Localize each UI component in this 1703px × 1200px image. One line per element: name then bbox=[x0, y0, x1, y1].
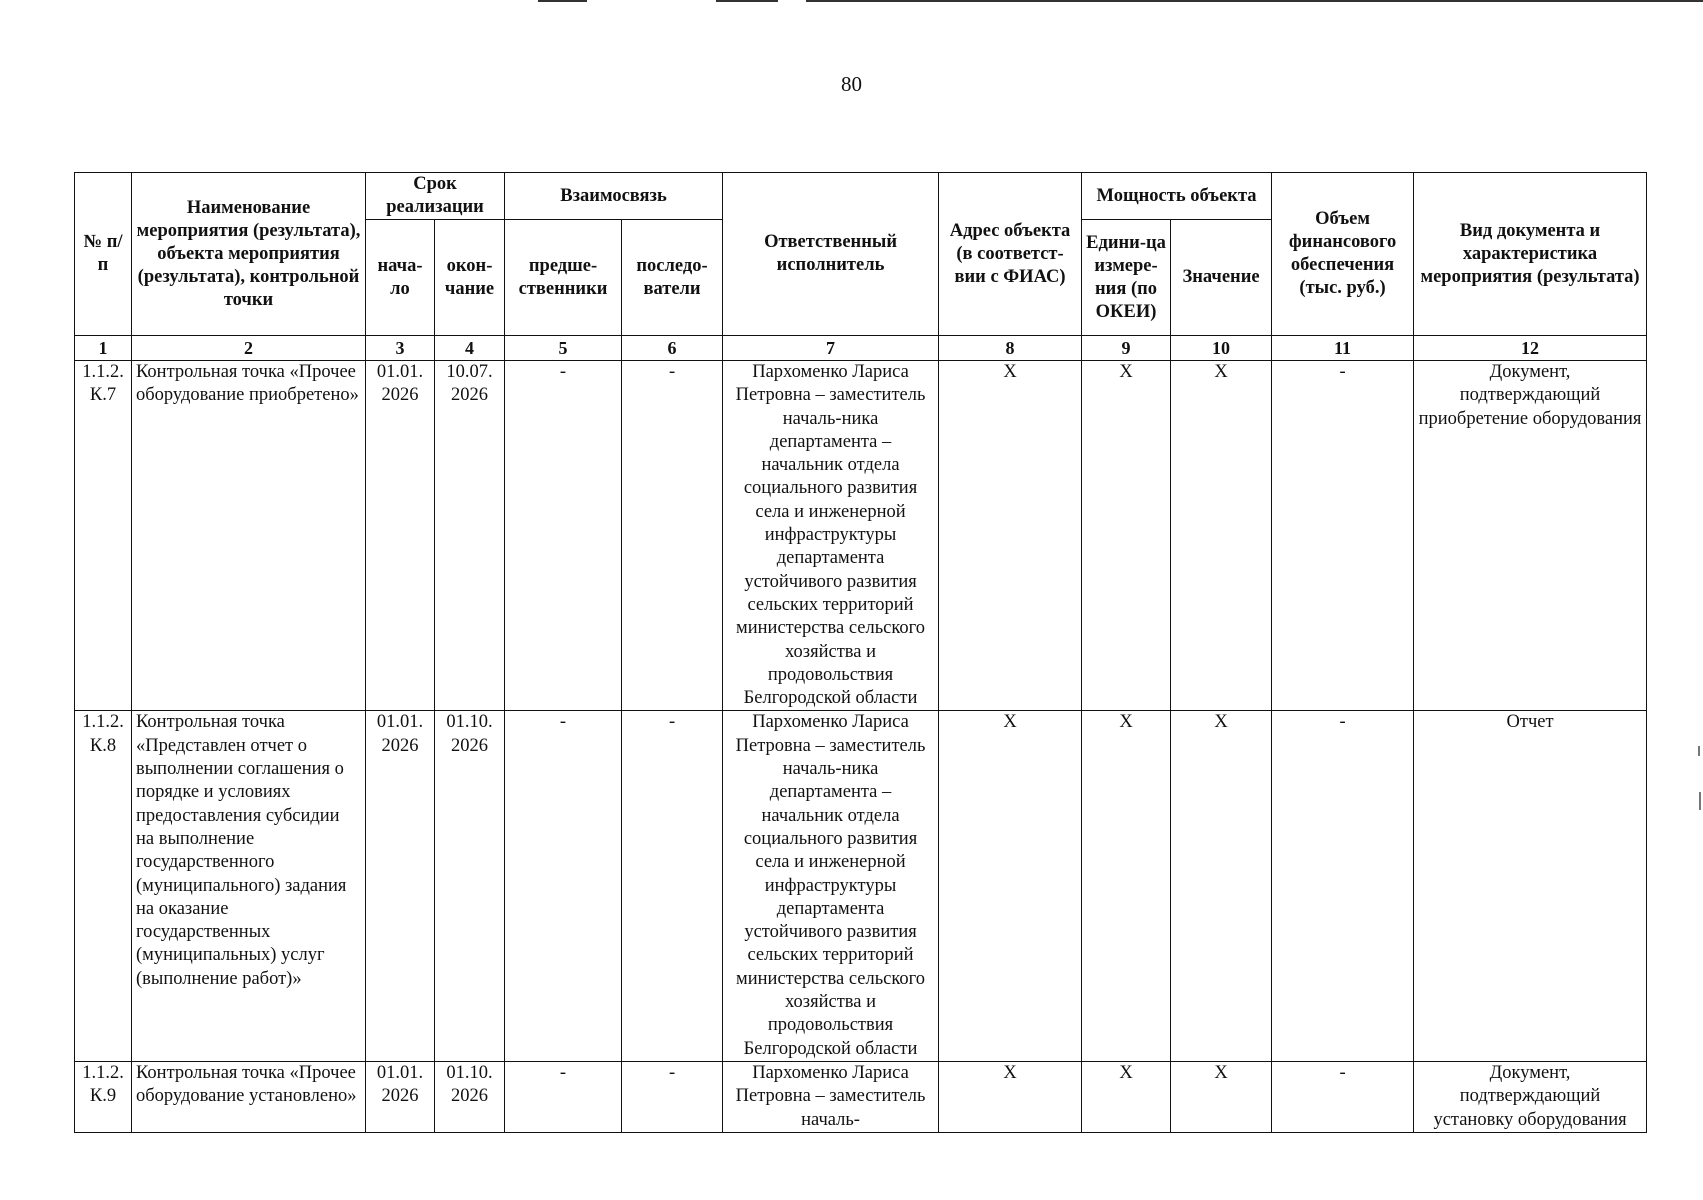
table-row bbox=[75, 1061, 1647, 1132]
row-num: 1.1.2. К.9 bbox=[75, 1061, 132, 1132]
header-address: Адрес объекта (в соответст-вии с ФИАС) bbox=[939, 173, 1082, 336]
row-document: Отчет bbox=[1414, 711, 1647, 1061]
column-number: 4 bbox=[435, 336, 505, 361]
column-number: 7 bbox=[723, 336, 939, 361]
header-term: Срок реализации bbox=[366, 173, 505, 220]
row-name: Контрольная точка «Представлен отчет о выполнении соглашения о порядке и условиях предоставления субсидии на выполнение государственного (муниципального) задания на оказание государственных (муниципальных) услуг (выполнение работ)» bbox=[132, 711, 366, 1061]
top-scan-line bbox=[716, 0, 778, 2]
row-document: Документ, подтверждающий установку оборудования bbox=[1414, 1061, 1647, 1132]
row-responsible: Пархоменко Лариса Петровна – заместитель началь-ника департамента – начальник отдела социального развития села и инженерной инфраструктуры департамента устойчивого развития сельских территорий министерства сельского хозяйства и продовольствия Белгородской области bbox=[723, 361, 939, 711]
table-row bbox=[75, 711, 1647, 1061]
activities-table bbox=[74, 172, 1647, 1133]
header-start: нача-ло bbox=[366, 220, 435, 336]
table-row bbox=[75, 361, 1647, 711]
column-number-row bbox=[75, 336, 1647, 361]
row-num: 1.1.2. К.8 bbox=[75, 711, 132, 1061]
column-number: 1 bbox=[75, 336, 132, 361]
header-end: окон-чание bbox=[435, 220, 505, 336]
row-start: 01.01. 2026 bbox=[366, 361, 435, 711]
top-scan-line bbox=[538, 0, 587, 2]
row-num: 1.1.2. К.7 bbox=[75, 361, 132, 711]
row-document: Документ, подтверждающий приобретение оборудования bbox=[1414, 361, 1647, 711]
header-document: Вид документа и характеристика мероприятия (результата) bbox=[1414, 173, 1647, 336]
row-name: Контрольная точка «Прочее оборудование установлено» bbox=[132, 1061, 366, 1132]
header-responsible: Ответственный исполнитель bbox=[723, 173, 939, 336]
row-unit: Х bbox=[1082, 361, 1171, 711]
header-finance: Объем финансового обеспечения (тыс. руб.) bbox=[1272, 173, 1414, 336]
row-value: Х bbox=[1171, 711, 1272, 1061]
header-num: № п/п bbox=[75, 173, 132, 336]
scan-mark bbox=[1699, 792, 1701, 810]
header-successors: последо-ватели bbox=[622, 220, 723, 336]
column-number: 2 bbox=[132, 336, 366, 361]
row-predecessors: - bbox=[505, 361, 622, 711]
row-value: Х bbox=[1171, 1061, 1272, 1132]
row-start: 01.01. 2026 bbox=[366, 1061, 435, 1132]
header-unit: Едини-ца измере-ния (по ОКЕИ) bbox=[1082, 220, 1171, 336]
header-capacity: Мощность объекта bbox=[1082, 173, 1272, 220]
row-finance: - bbox=[1272, 711, 1414, 1061]
row-value: Х bbox=[1171, 361, 1272, 711]
row-finance: - bbox=[1272, 361, 1414, 711]
row-address: Х bbox=[939, 361, 1082, 711]
column-number: 6 bbox=[622, 336, 723, 361]
column-number: 10 bbox=[1171, 336, 1272, 361]
header-row bbox=[75, 173, 1647, 220]
row-successors: - bbox=[622, 361, 723, 711]
row-end: 01.10. 2026 bbox=[435, 1061, 505, 1132]
row-end: 01.10. 2026 bbox=[435, 711, 505, 1061]
row-predecessors: - bbox=[505, 711, 622, 1061]
header-value: Значение bbox=[1171, 220, 1272, 336]
row-name: Контрольная точка «Прочее оборудование приобретено» bbox=[132, 361, 366, 711]
row-responsible: Пархоменко Лариса Петровна – заместитель началь-ника департамента – начальник отдела социального развития села и инженерной инфраструктуры департамента устойчивого развития сельских территорий министерства сельского хозяйства и продовольствия Белгородской области bbox=[723, 711, 939, 1061]
row-start: 01.01. 2026 bbox=[366, 711, 435, 1061]
column-number: 8 bbox=[939, 336, 1082, 361]
column-number: 3 bbox=[366, 336, 435, 361]
column-number: 5 bbox=[505, 336, 622, 361]
row-address: Х bbox=[939, 711, 1082, 1061]
row-predecessors: - bbox=[505, 1061, 622, 1132]
column-number: 12 bbox=[1414, 336, 1647, 361]
top-scan-line bbox=[806, 0, 1703, 2]
row-address: Х bbox=[939, 1061, 1082, 1132]
column-number: 9 bbox=[1082, 336, 1171, 361]
row-successors: - bbox=[622, 1061, 723, 1132]
row-unit: Х bbox=[1082, 1061, 1171, 1132]
column-number: 11 bbox=[1272, 336, 1414, 361]
row-end: 10.07. 2026 bbox=[435, 361, 505, 711]
row-unit: Х bbox=[1082, 711, 1171, 1061]
scan-mark bbox=[1698, 746, 1700, 756]
header-name: Наименование мероприятия (результата), объекта мероприятия (результата), контрольной точки bbox=[132, 173, 366, 336]
page-number: 80 bbox=[841, 72, 862, 96]
row-finance: - bbox=[1272, 1061, 1414, 1132]
header-relation: Взаимосвязь bbox=[505, 173, 723, 220]
row-responsible: Пархоменко Лариса Петровна – заместитель началь- bbox=[723, 1061, 939, 1132]
header-predecessors: предше-ственники bbox=[505, 220, 622, 336]
row-successors: - bbox=[622, 711, 723, 1061]
